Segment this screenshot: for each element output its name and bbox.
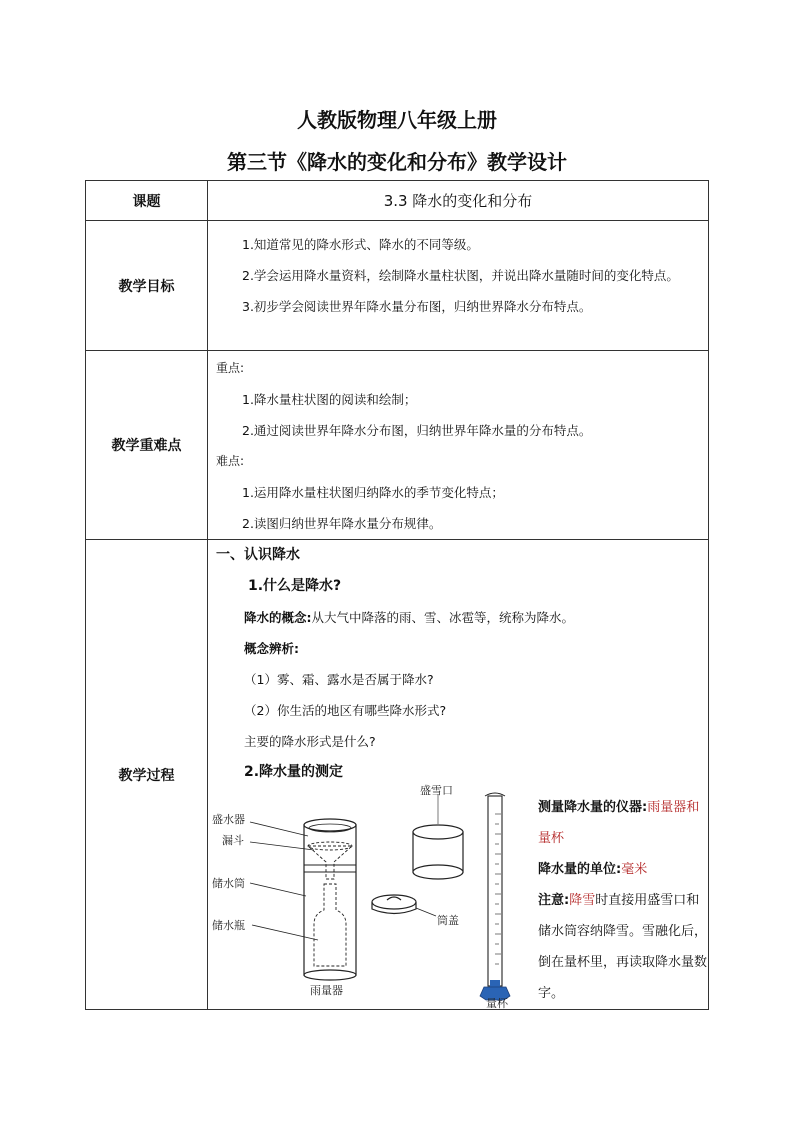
objective-item: 2.学会运用降水量资料，绘制降水量柱状图，并说出降水量随时间的变化特点。 [242, 268, 679, 283]
objective-item: 3.初步学会阅读世界年降水量分布图，归纳世界降水分布特点。 [242, 299, 592, 314]
label-funnel: 漏斗 [222, 834, 244, 847]
concept-text: 从大气中降落的雨、雪、冰雹等，统称为降水。 [311, 610, 575, 625]
key-points-row [86, 351, 709, 540]
section-heading: 一、认识降水 [216, 547, 300, 563]
measurement-heading: 2.降水量的测定 [244, 764, 344, 780]
objectives-label: 教学目标 [86, 221, 208, 351]
analysis-label: 概念辨析: [244, 641, 299, 656]
lesson-title: 第三节《降水的变化和分布》教学设计 [227, 150, 567, 174]
label-bottle: 储水瓶 [212, 919, 245, 932]
question-heading: 1.什么是降水? [248, 578, 342, 594]
topic-label: 课题 [86, 181, 208, 221]
lesson-plan-table [85, 180, 709, 1010]
key-item: 2.通过阅读世界年降水分布图，归纳世界年降水量的分布特点。 [242, 423, 592, 438]
document-title: 人教版物理八年级上册 [297, 108, 497, 132]
process-cell [208, 540, 709, 1010]
unit-value: 毫米 [621, 862, 648, 877]
instrument-label: 测量降水量的仪器: [538, 800, 648, 815]
unit-label: 降水量的单位: [538, 862, 622, 877]
label-container: 盛水器 [212, 813, 245, 826]
key-title: 重点: [216, 361, 245, 375]
rain-gauge-figure [208, 784, 538, 1009]
label-snow-mouth: 盛雪口 [420, 784, 453, 797]
label-tube: 储水筒 [212, 877, 245, 890]
key-points-label: 教学重难点 [86, 351, 208, 540]
key-item: 1.降水量柱状图的阅读和绘制； [242, 392, 417, 407]
label-cup: 量杯 [486, 997, 508, 1009]
note-highlight: 降雪 [569, 893, 596, 908]
objectives-row [86, 221, 709, 351]
difficult-item: 1.运用降水量柱状图归纳降水的季节变化特点； [242, 485, 504, 500]
analysis-question: （2）你生活的地区有哪些降水形式? [244, 703, 447, 718]
label-gauge: 雨量器 [310, 984, 343, 997]
note-label: 注意: [538, 893, 570, 908]
note-text: 时直接用盛雪口和储水筒容纳降雪。雪融化后，倒在量杯里，再读取降水量数字。 [538, 893, 708, 1001]
process-label: 教学过程 [86, 540, 208, 1010]
topic-value: 3.3 降水的变化和分布 [208, 181, 709, 221]
concept-label: 降水的概念: [244, 610, 312, 625]
difficult-item: 2.读图归纳世界年降水量分布规律。 [242, 516, 442, 531]
main-form-question: 主要的降水形式是什么? [244, 734, 376, 749]
analysis-question: （1）雾、霜、露水是否属于降水? [244, 672, 434, 687]
key-points-cell [208, 351, 709, 540]
objectives-cell [208, 221, 709, 351]
measurement-notes [538, 792, 708, 1009]
rain-gauge-illustration [208, 784, 538, 1009]
label-lid: 筒盖 [437, 914, 459, 927]
topic-row [86, 181, 709, 221]
concept-line [208, 602, 708, 633]
difficult-title: 难点: [216, 454, 245, 468]
instrument-value: 雨量器和量杯 [538, 800, 700, 846]
process-row [86, 540, 709, 1010]
objective-item: 1.知道常见的降水形式、降水的不同等级。 [242, 237, 479, 252]
